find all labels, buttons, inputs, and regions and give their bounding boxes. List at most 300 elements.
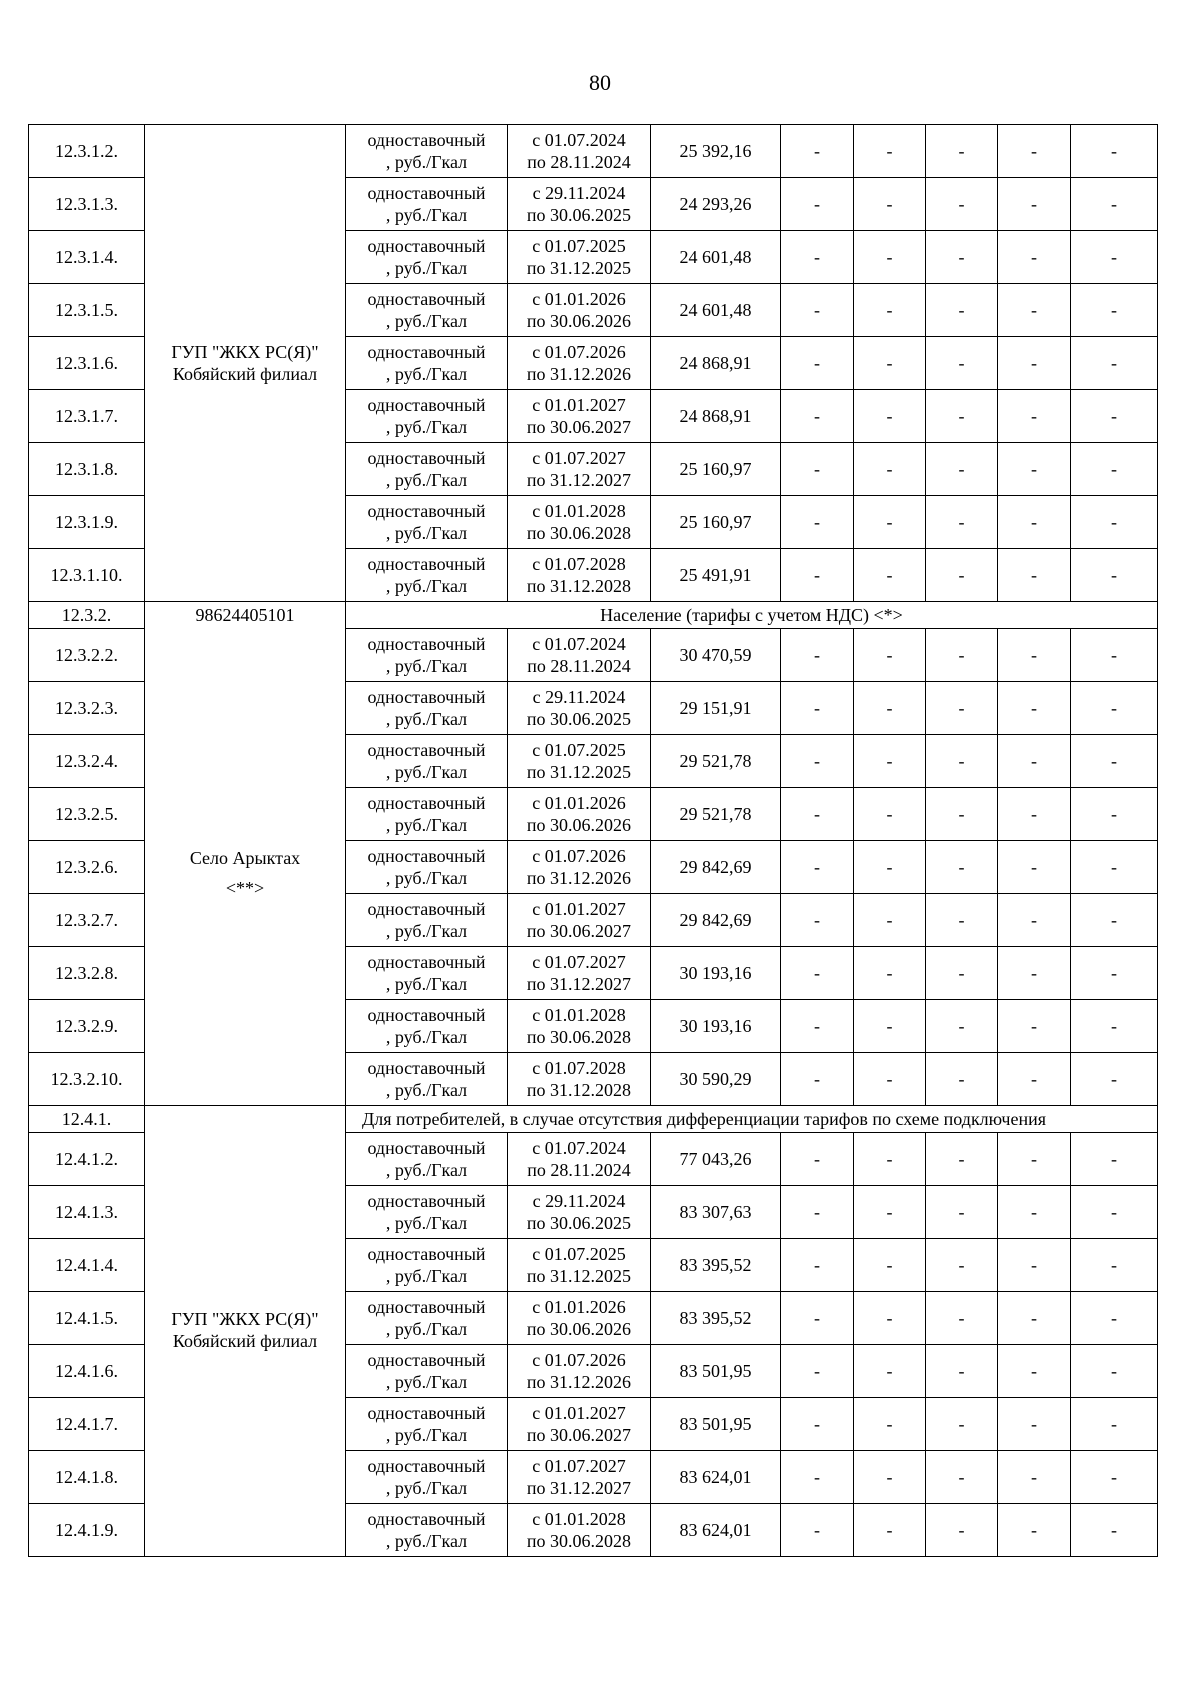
empty-value-dash: - (926, 629, 998, 682)
tariff-unit: , руб./Гкал (385, 417, 468, 437)
empty-value-dash: - (926, 682, 998, 735)
empty-value-dash: - (854, 629, 926, 682)
empty-value-dash: - (854, 178, 926, 231)
tariff-value: 83 501,95 (651, 1398, 781, 1451)
tariff-unit: , руб./Гкал (385, 709, 468, 729)
period-from: с 29.11.2024 (532, 183, 626, 203)
tariff-unit: , руб./Гкал (385, 470, 468, 490)
row-number: 12.3.2.5. (29, 788, 145, 841)
period-from: с 01.07.2025 (532, 740, 626, 760)
tariff-kind-cell (346, 496, 508, 549)
empty-value-dash: - (781, 284, 854, 337)
empty-value-dash: - (854, 841, 926, 894)
period-cell (508, 1000, 651, 1053)
empty-value-dash: - (998, 496, 1071, 549)
tariff-kind: одноставочный (367, 1058, 486, 1078)
empty-value-dash: - (854, 894, 926, 947)
empty-value-dash: - (854, 337, 926, 390)
tariff-kind: одноставочный (367, 1005, 486, 1025)
organization-cell (145, 1106, 346, 1557)
empty-value-dash: - (926, 284, 998, 337)
section-title: Население (тарифы с учетом НДС) <*> (346, 602, 1158, 629)
settlement-cell (145, 629, 346, 1106)
section-number: 12.4.1. (29, 1106, 145, 1133)
tariff-kind-cell (346, 1398, 508, 1451)
tariff-kind-cell (346, 629, 508, 682)
period-to: по 31.12.2026 (526, 868, 632, 888)
tariff-unit: , руб./Гкал (385, 205, 468, 225)
tariff-kind-cell (346, 1292, 508, 1345)
period-from: с 01.07.2028 (532, 1058, 626, 1078)
tariff-kind-cell (346, 735, 508, 788)
period-cell (508, 1053, 651, 1106)
tariff-kind-cell (346, 1451, 508, 1504)
empty-value-dash: - (1071, 947, 1158, 1000)
empty-value-dash: - (781, 1504, 854, 1557)
period-cell (508, 284, 651, 337)
empty-value-dash: - (998, 231, 1071, 284)
tariff-unit: , руб./Гкал (385, 523, 468, 543)
empty-value-dash: - (781, 894, 854, 947)
empty-value-dash: - (1071, 1345, 1158, 1398)
empty-value-dash: - (781, 735, 854, 788)
tariff-kind: одноставочный (367, 1297, 486, 1317)
tariff-unit: , руб./Гкал (385, 364, 468, 384)
tariff-kind-cell (346, 284, 508, 337)
period-cell (508, 125, 651, 178)
empty-value-dash: - (926, 1133, 998, 1186)
tariff-kind: одноставочный (367, 899, 486, 919)
period-cell (508, 390, 651, 443)
organization-cell (145, 125, 346, 602)
empty-value-dash: - (926, 496, 998, 549)
empty-value-dash: - (1071, 1000, 1158, 1053)
tariff-kind-cell (346, 231, 508, 284)
row-number: 12.3.1.6. (29, 337, 145, 390)
empty-value-dash: - (1071, 735, 1158, 788)
tariff-kind: одноставочный (367, 130, 486, 150)
row-number: 12.3.2.7. (29, 894, 145, 947)
tariff-value: 29 842,69 (651, 894, 781, 947)
empty-value-dash: - (1071, 443, 1158, 496)
tariff-value: 30 590,29 (651, 1053, 781, 1106)
period-from: с 01.01.2027 (532, 395, 626, 415)
empty-value-dash: - (926, 1239, 998, 1292)
tariff-kind: одноставочный (367, 289, 486, 309)
empty-value-dash: - (1071, 231, 1158, 284)
tariff-value: 25 160,97 (651, 496, 781, 549)
empty-value-dash: - (854, 1451, 926, 1504)
period-to: по 30.06.2027 (526, 1425, 632, 1445)
tariff-unit: , руб./Гкал (385, 258, 468, 278)
period-from: с 01.07.2027 (532, 448, 626, 468)
period-to: по 31.12.2028 (526, 1080, 632, 1100)
organization-branch: Кобяйский филиал (172, 1331, 318, 1351)
period-from: с 01.01.2026 (532, 793, 626, 813)
tariff-value: 24 601,48 (651, 284, 781, 337)
period-from: с 01.01.2026 (532, 1297, 626, 1317)
empty-value-dash: - (998, 1239, 1071, 1292)
tariff-unit: , руб./Гкал (385, 1027, 468, 1047)
empty-value-dash: - (998, 443, 1071, 496)
empty-value-dash: - (1071, 178, 1158, 231)
tariff-value: 25 392,16 (651, 125, 781, 178)
tariff-kind-cell (346, 1133, 508, 1186)
tariff-value: 24 868,91 (651, 390, 781, 443)
empty-value-dash: - (854, 1000, 926, 1053)
tariff-table (28, 124, 1158, 1557)
empty-value-dash: - (854, 390, 926, 443)
period-to: по 30.06.2027 (526, 417, 632, 437)
period-to: по 30.06.2027 (526, 921, 632, 941)
empty-value-dash: - (926, 894, 998, 947)
tariff-unit: , руб./Гкал (385, 656, 468, 676)
empty-value-dash: - (998, 337, 1071, 390)
tariff-value: 29 521,78 (651, 788, 781, 841)
empty-value-dash: - (854, 1239, 926, 1292)
empty-value-dash: - (854, 1292, 926, 1345)
period-cell (508, 178, 651, 231)
tariff-value: 24 601,48 (651, 231, 781, 284)
tariff-kind-cell (346, 788, 508, 841)
tariff-kind: одноставочный (367, 740, 486, 760)
empty-value-dash: - (998, 947, 1071, 1000)
empty-value-dash: - (998, 841, 1071, 894)
tariff-value: 30 193,16 (651, 947, 781, 1000)
tariff-value: 83 501,95 (651, 1345, 781, 1398)
period-to: по 31.12.2028 (526, 576, 632, 596)
period-to: по 30.06.2025 (526, 709, 632, 729)
period-to: по 31.12.2026 (526, 1372, 632, 1392)
empty-value-dash: - (1071, 788, 1158, 841)
tariff-unit: , руб./Гкал (385, 868, 468, 888)
empty-value-dash: - (998, 125, 1071, 178)
row-number: 12.3.1.10. (29, 549, 145, 602)
empty-value-dash: - (1071, 125, 1158, 178)
empty-value-dash: - (781, 682, 854, 735)
section-row (29, 1106, 1158, 1133)
empty-value-dash: - (781, 1292, 854, 1345)
period-to: по 31.12.2025 (526, 762, 632, 782)
tariff-kind: одноставочный (367, 1244, 486, 1264)
section-row (29, 602, 1158, 629)
period-from: с 01.07.2025 (532, 1244, 626, 1264)
tariff-unit: , руб./Гкал (385, 762, 468, 782)
tariff-value: 29 842,69 (651, 841, 781, 894)
period-from: с 01.01.2027 (532, 899, 626, 919)
empty-value-dash: - (1071, 390, 1158, 443)
period-from: с 01.07.2024 (532, 130, 626, 150)
tariff-kind: одноставочный (367, 1350, 486, 1370)
period-from: с 01.07.2025 (532, 236, 626, 256)
row-number: 12.3.1.7. (29, 390, 145, 443)
empty-value-dash: - (781, 629, 854, 682)
empty-value-dash: - (854, 788, 926, 841)
tariff-unit: , руб./Гкал (385, 1531, 468, 1551)
period-to: по 30.06.2028 (526, 1531, 632, 1551)
period-from: с 01.07.2024 (532, 1138, 626, 1158)
empty-value-dash: - (1071, 496, 1158, 549)
tariff-kind-cell (346, 125, 508, 178)
section-title: Для потребителей, в случае отсутствия дифференциации тарифов по схеме подключения (346, 1106, 1158, 1133)
empty-value-dash: - (926, 231, 998, 284)
period-to: по 30.06.2025 (526, 1213, 632, 1233)
empty-value-dash: - (998, 1292, 1071, 1345)
row-number: 12.3.2.2. (29, 629, 145, 682)
empty-value-dash: - (781, 549, 854, 602)
tariff-kind-cell (346, 1239, 508, 1292)
period-from: с 01.07.2028 (532, 554, 626, 574)
row-number: 12.3.2.8. (29, 947, 145, 1000)
period-cell (508, 682, 651, 735)
table-row (29, 629, 1158, 682)
empty-value-dash: - (926, 1292, 998, 1345)
empty-value-dash: - (854, 1186, 926, 1239)
tariff-kind: одноставочный (367, 1509, 486, 1529)
empty-value-dash: - (781, 1186, 854, 1239)
row-number: 12.3.1.5. (29, 284, 145, 337)
row-number: 12.3.2.3. (29, 682, 145, 735)
period-cell (508, 496, 651, 549)
empty-value-dash: - (998, 1398, 1071, 1451)
empty-value-dash: - (1071, 1504, 1158, 1557)
tariff-kind-cell (346, 1000, 508, 1053)
empty-value-dash: - (1071, 1239, 1158, 1292)
empty-value-dash: - (781, 178, 854, 231)
period-cell (508, 947, 651, 1000)
empty-value-dash: - (1071, 1133, 1158, 1186)
empty-value-dash: - (998, 1345, 1071, 1398)
empty-value-dash: - (926, 1053, 998, 1106)
empty-value-dash: - (854, 735, 926, 788)
tariff-value: 29 521,78 (651, 735, 781, 788)
tariff-kind: одноставочный (367, 395, 486, 415)
row-number: 12.4.1.7. (29, 1398, 145, 1451)
tariff-kind-cell (346, 1053, 508, 1106)
empty-value-dash: - (854, 1398, 926, 1451)
empty-value-dash: - (998, 894, 1071, 947)
tariff-value: 83 395,52 (651, 1292, 781, 1345)
tariff-unit: , руб./Гкал (385, 1425, 468, 1445)
tariff-unit: , руб./Гкал (385, 1080, 468, 1100)
empty-value-dash: - (926, 390, 998, 443)
tariff-unit: , руб./Гкал (385, 1213, 468, 1233)
tariff-kind: одноставочный (367, 342, 486, 362)
row-number: 12.3.1.9. (29, 496, 145, 549)
row-number: 12.4.1.8. (29, 1451, 145, 1504)
empty-value-dash: - (781, 947, 854, 1000)
empty-value-dash: - (998, 1000, 1071, 1053)
empty-value-dash: - (854, 682, 926, 735)
empty-value-dash: - (854, 443, 926, 496)
row-number: 12.3.2.4. (29, 735, 145, 788)
empty-value-dash: - (998, 1451, 1071, 1504)
row-number: 12.4.1.2. (29, 1133, 145, 1186)
empty-value-dash: - (854, 496, 926, 549)
tariff-kind-cell (346, 549, 508, 602)
period-from: с 01.01.2028 (532, 501, 626, 521)
tariff-unit: , руб./Гкал (385, 974, 468, 994)
tariff-value: 77 043,26 (651, 1133, 781, 1186)
period-cell (508, 549, 651, 602)
period-cell (508, 735, 651, 788)
period-to: по 31.12.2027 (526, 1478, 632, 1498)
organization-branch: Кобяйский филиал (172, 364, 318, 384)
tariff-kind-cell (346, 337, 508, 390)
empty-value-dash: - (1071, 549, 1158, 602)
settlement-note-mark: <**> (225, 878, 265, 899)
period-to: по 30.06.2026 (526, 311, 632, 331)
empty-value-dash: - (781, 496, 854, 549)
row-number: 12.3.1.2. (29, 125, 145, 178)
period-to: по 31.12.2025 (526, 1266, 632, 1286)
empty-value-dash: - (926, 1504, 998, 1557)
empty-value-dash: - (781, 1053, 854, 1106)
empty-value-dash: - (1071, 1398, 1158, 1451)
tariff-kind-cell (346, 682, 508, 735)
period-to: по 30.06.2028 (526, 1027, 632, 1047)
tariff-kind-cell (346, 443, 508, 496)
tariff-kind: одноставочный (367, 236, 486, 256)
row-number: 12.4.1.6. (29, 1345, 145, 1398)
period-cell (508, 788, 651, 841)
tariff-kind: одноставочный (367, 183, 486, 203)
row-number: 12.4.1.5. (29, 1292, 145, 1345)
empty-value-dash: - (1071, 841, 1158, 894)
row-number: 12.3.1.4. (29, 231, 145, 284)
tariff-kind: одноставочный (367, 952, 486, 972)
empty-value-dash: - (781, 1133, 854, 1186)
empty-value-dash: - (998, 1133, 1071, 1186)
empty-value-dash: - (1071, 337, 1158, 390)
empty-value-dash: - (926, 735, 998, 788)
tariff-unit: , руб./Гкал (385, 576, 468, 596)
tariff-kind: одноставочный (367, 687, 486, 707)
period-to: по 31.12.2027 (526, 470, 632, 490)
tariff-unit: , руб./Гкал (385, 311, 468, 331)
tariff-value: 24 293,26 (651, 178, 781, 231)
organization-name: ГУП "ЖКХ РС(Я)" (171, 342, 319, 362)
empty-value-dash: - (854, 284, 926, 337)
tariff-unit: , руб./Гкал (385, 1372, 468, 1392)
period-cell (508, 443, 651, 496)
period-to: по 30.06.2028 (526, 523, 632, 543)
period-to: по 31.12.2026 (526, 364, 632, 384)
empty-value-dash: - (1071, 1292, 1158, 1345)
tariff-value: 30 193,16 (651, 1000, 781, 1053)
tariff-kind-cell (346, 1504, 508, 1557)
empty-value-dash: - (854, 549, 926, 602)
period-cell (508, 629, 651, 682)
tariff-value: 25 160,97 (651, 443, 781, 496)
tariff-kind-cell (346, 178, 508, 231)
empty-value-dash: - (926, 1451, 998, 1504)
row-number: 12.3.2.10. (29, 1053, 145, 1106)
empty-value-dash: - (781, 788, 854, 841)
empty-value-dash: - (926, 1000, 998, 1053)
table-row (29, 125, 1158, 178)
period-from: с 01.01.2028 (532, 1005, 626, 1025)
tariff-kind-cell (346, 390, 508, 443)
row-number: 12.4.1.4. (29, 1239, 145, 1292)
territory-code: 98624405101 (145, 602, 346, 629)
period-cell (508, 1292, 651, 1345)
period-to: по 28.11.2024 (527, 1160, 631, 1180)
empty-value-dash: - (1071, 894, 1158, 947)
empty-value-dash: - (1071, 1053, 1158, 1106)
tariff-kind-cell (346, 841, 508, 894)
tariff-kind: одноставочный (367, 554, 486, 574)
empty-value-dash: - (998, 284, 1071, 337)
tariff-unit: , руб./Гкал (385, 815, 468, 835)
empty-value-dash: - (998, 390, 1071, 443)
period-from: с 01.07.2027 (532, 952, 626, 972)
empty-value-dash: - (998, 735, 1071, 788)
period-to: по 28.11.2024 (527, 656, 631, 676)
row-number: 12.4.1.9. (29, 1504, 145, 1557)
tariff-kind-cell (346, 1345, 508, 1398)
period-from: с 01.07.2026 (532, 1350, 626, 1370)
settlement-name: Село Арыктах (189, 848, 301, 869)
empty-value-dash: - (998, 682, 1071, 735)
tariff-value: 24 868,91 (651, 337, 781, 390)
tariff-kind: одноставочный (367, 501, 486, 521)
empty-value-dash: - (926, 337, 998, 390)
period-to: по 30.06.2025 (526, 205, 632, 225)
row-number: 12.3.2.6. (29, 841, 145, 894)
empty-value-dash: - (781, 1398, 854, 1451)
row-number: 12.3.1.8. (29, 443, 145, 496)
empty-value-dash: - (998, 1186, 1071, 1239)
tariff-value: 83 624,01 (651, 1451, 781, 1504)
tariff-value: 83 307,63 (651, 1186, 781, 1239)
period-to: по 28.11.2024 (527, 152, 631, 172)
empty-value-dash: - (781, 841, 854, 894)
tariff-unit: , руб./Гкал (385, 1319, 468, 1339)
organization-name: ГУП "ЖКХ РС(Я)" (171, 1309, 319, 1329)
tariff-kind-cell (346, 894, 508, 947)
empty-value-dash: - (781, 1000, 854, 1053)
empty-value-dash: - (781, 125, 854, 178)
empty-value-dash: - (998, 178, 1071, 231)
tariff-kind: одноставочный (367, 793, 486, 813)
empty-value-dash: - (998, 788, 1071, 841)
period-cell (508, 841, 651, 894)
empty-value-dash: - (926, 178, 998, 231)
empty-value-dash: - (926, 443, 998, 496)
period-cell (508, 1133, 651, 1186)
empty-value-dash: - (926, 947, 998, 1000)
period-cell (508, 894, 651, 947)
empty-value-dash: - (926, 549, 998, 602)
empty-value-dash: - (1071, 629, 1158, 682)
period-to: по 31.12.2027 (526, 974, 632, 994)
empty-value-dash: - (998, 1053, 1071, 1106)
tariff-kind: одноставочный (367, 448, 486, 468)
empty-value-dash: - (854, 1053, 926, 1106)
period-to: по 31.12.2025 (526, 258, 632, 278)
period-cell (508, 1504, 651, 1557)
page-number: 80 (589, 70, 611, 95)
period-cell (508, 1398, 651, 1451)
empty-value-dash: - (854, 1133, 926, 1186)
tariff-unit: , руб./Гкал (385, 1478, 468, 1498)
tariff-value: 83 624,01 (651, 1504, 781, 1557)
tariff-kind: одноставочный (367, 1403, 486, 1423)
empty-value-dash: - (854, 125, 926, 178)
tariff-value: 25 491,91 (651, 549, 781, 602)
tariff-unit: , руб./Гкал (385, 1160, 468, 1180)
